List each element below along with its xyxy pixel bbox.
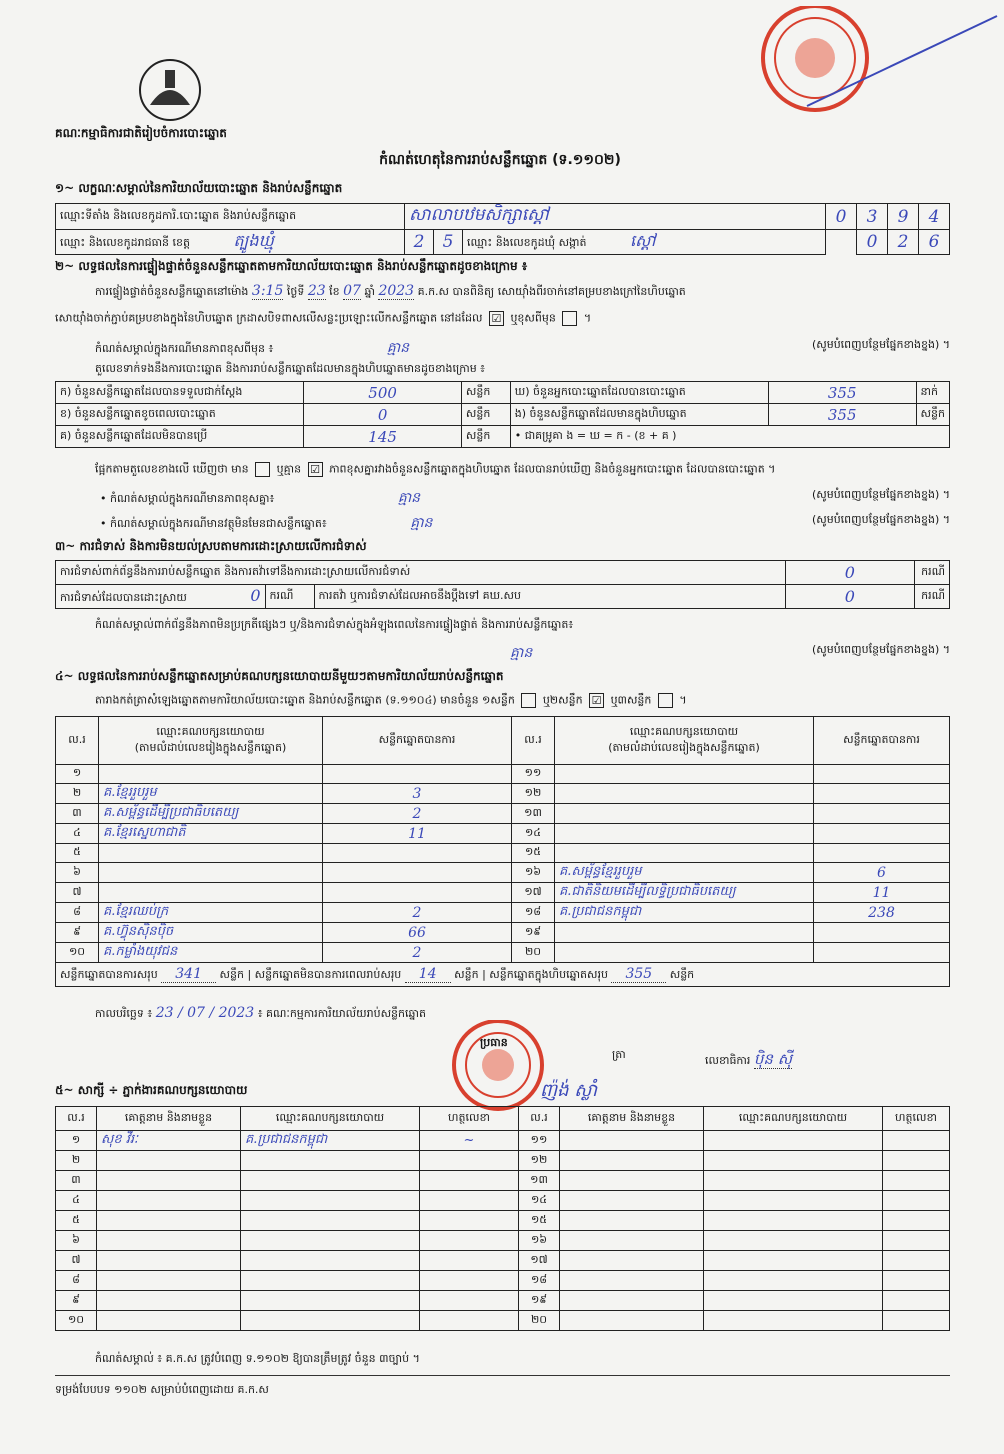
result-no: ១៩ <box>512 923 555 943</box>
commune-code-1: 0 <box>857 230 888 255</box>
result-votes <box>323 863 512 883</box>
w-col-party-left: ឈ្មោះគណបក្សនយោបាយ <box>241 1107 420 1131</box>
verify-year: 2023 <box>378 283 415 299</box>
col-votes-right: សន្លឹកឆ្នោតបានការ <box>814 717 950 765</box>
result-party: គ.សម្ព័ន្ធខ្មែររួបរួម <box>555 863 814 883</box>
appeal-label: ការតវ៉ា ឬការជំទាស់ដែលអាចនឹងប្ដឹងទៅ គឃ.សប <box>314 585 785 609</box>
section1-table <box>55 203 950 255</box>
result-party: គ.ខ្មែរស្នេហាជាតិ <box>99 824 323 844</box>
two-sheets-checkbox[interactable]: ☑ <box>589 693 604 708</box>
witness-party <box>704 1311 883 1331</box>
witness-row <box>56 1171 950 1191</box>
result-votes <box>323 844 512 863</box>
result-no: ៨ <box>56 903 99 923</box>
witness-sign <box>420 1291 519 1311</box>
result-votes <box>323 765 512 784</box>
witness-sign <box>883 1131 950 1151</box>
kha-label: ខ) ចំនួនសន្លឹកឆ្នោតខូចពេលបោះឆ្នោត <box>56 404 304 426</box>
irregularity-line: គ្មាន (សូមបំពេញបន្ថែមផ្នែកខាងខ្នង) ។ <box>510 643 950 661</box>
w-col-name-right: គោត្តនាម និងនាមខ្លួន <box>560 1107 704 1131</box>
result-no: ១៧ <box>512 883 555 903</box>
result-party: គ.សម្ព័ន្ធដើម្បីប្រជាធិបតេយ្យ <box>99 804 323 824</box>
ko-value: 145 <box>304 426 462 448</box>
secretary-line: លេខាធិការ ប៉ិន ស៊ី <box>705 1050 792 1068</box>
witness-no: ១៩ <box>519 1291 560 1311</box>
witness-party <box>704 1231 883 1251</box>
witness-no: ១៨ <box>519 1271 560 1291</box>
compare-line: ផ្អែកតាមតួលេខខាងលើ ឃើញថា មាន ឬគ្មាន ☑ ភាពខុសគ្នារវាងចំនួនសន្លឹកឆ្នោតក្នុងហិបឆ្នោត ដែលបានរាប់ឃើញ និងចំនួនអ្នកបោះឆ្នោត ដែលបានបោះឆ្នោត ។ <box>95 462 776 476</box>
section5-title: ៥~ សាក្សី ÷ ភ្នាក់ងារគណបក្សនយោបាយ <box>55 1083 248 1097</box>
result-no: ៩ <box>56 923 99 943</box>
witness-no: ៩ <box>56 1291 97 1311</box>
witness-party <box>241 1291 420 1311</box>
results-row <box>56 863 950 883</box>
w-col-sign-left: ហត្ថលេខា <box>420 1107 519 1131</box>
witness-row <box>56 1211 950 1231</box>
witness-sign <box>883 1171 950 1191</box>
witness-party <box>704 1131 883 1151</box>
location-code-3: 9 <box>888 204 919 230</box>
witness-no: ៧ <box>56 1251 97 1271</box>
has-difference-checkbox[interactable] <box>255 462 270 477</box>
results-row <box>56 824 950 844</box>
date-line: កាលបរិច្ឆេទ ៖ 23 / 07 / 2023 ៖ គណៈកម្មការការិយាល័យរាប់សន្លឹកឆ្នោត <box>95 1005 426 1021</box>
result-no: ១៣ <box>512 804 555 824</box>
bullet1-line: • កំណត់សម្គាល់ក្នុងករណីមានភាពខុសគ្នា៖ គ្មាន (សូមបំពេញបន្ថែមផ្នែកខាងខ្នង) ។ <box>100 488 950 506</box>
witness-no: ៦ <box>56 1231 97 1251</box>
result-party <box>99 883 323 903</box>
sheets-line: តារាងកត់ត្រាសំឡេងឆ្នោតតាមការិយាល័យបោះឆ្នោត និងរាប់សន្លឹកឆ្នោត (ទ.១១០៤) មានចំនួន ១សន្លឹក ឬ២សន្លឹក ☑ ឬ៣សន្លឹក ។ <box>95 693 687 707</box>
ngo-unit: សន្លឹក <box>916 404 949 426</box>
figures-table <box>55 381 950 448</box>
official-stamp-top <box>752 6 1002 116</box>
result-votes: 2 <box>323 943 512 963</box>
witness-name <box>560 1271 704 1291</box>
result-party: គ.ប្រជាជនកម្ពុជា <box>555 903 814 923</box>
witness-no: ៣ <box>56 1171 97 1191</box>
verification-line-1: ការផ្ទៀងផ្ទាត់ចំនួនសន្លឹកឆ្នោតនៅម៉ោង 3:15 ថ្ងៃទី 23 ខែ 07 ឆ្នាំ 2023 គ.ក.ស បានពិនិត្យ សោយ៉ាំងពីរចាក់នៅគម្របខាងក្រៅនៃហិបឆ្នោត <box>95 283 686 299</box>
result-no: ៦ <box>56 863 99 883</box>
witness-sign <box>883 1191 950 1211</box>
witness-no: ១៥ <box>519 1211 560 1231</box>
w-col-name-left: គោត្តនាម និងនាមខ្លួន <box>97 1107 241 1131</box>
president-label: ប្រធាន <box>480 1036 508 1049</box>
witness-party <box>704 1171 883 1191</box>
result-no: ១៥ <box>512 844 555 863</box>
results-row <box>56 844 950 863</box>
w-col-sign-right: ហត្ថលេខា <box>883 1107 950 1131</box>
result-votes <box>323 883 512 903</box>
resolved-value: 0 <box>250 586 261 605</box>
province-code-2: 5 <box>434 230 463 255</box>
w-col-no-right: ល.រ <box>519 1107 560 1131</box>
result-no: ១២ <box>512 784 555 804</box>
witness-no: ១៦ <box>519 1231 560 1251</box>
results-row <box>56 943 950 963</box>
result-party <box>555 923 814 943</box>
section3-title: ៣~ ការជំទាស់ និងការមិនយល់ស្របតាមការដោះស្រាយលើការជំទាស់ <box>55 539 367 553</box>
objection-value: 0 <box>785 561 914 585</box>
witness-party <box>241 1271 420 1291</box>
witness-party <box>704 1271 883 1291</box>
results-row <box>56 765 950 784</box>
sign-mark: ត្រា <box>612 1048 626 1061</box>
location-value: សាលាបឋមសិក្សាស្ដៅ <box>405 204 826 230</box>
witness-party <box>241 1311 420 1331</box>
verification-line-2: សោយ៉ាំងចាក់ភ្ជាប់គម្របខាងក្នុងនៃហិបឆ្នោត ក្រដាសបិទពាសលើសន្លះប្រឡោះលើកសន្លឹកឆ្នោត នៅដដែល ☑ ឬខុសពីមុន ។ <box>55 311 592 325</box>
witness-sign <box>420 1271 519 1291</box>
result-votes: 3 <box>323 784 512 804</box>
w-col-party-right: ឈ្មោះគណបក្សនយោបាយ <box>704 1107 883 1131</box>
commune-code-3: 6 <box>919 230 950 255</box>
formula: • ជាគម្រូគា ង = ឃ = ក - (ខ + គ ) <box>510 426 949 448</box>
witness-sign <box>883 1151 950 1171</box>
witness-name <box>97 1231 241 1251</box>
witness-row <box>56 1151 950 1171</box>
w-col-no-left: ល.រ <box>56 1107 97 1131</box>
same-checkbox[interactable]: ☑ <box>489 311 504 326</box>
date-value: 23 / 07 / 2023 <box>155 1005 255 1021</box>
witness-sign <box>420 1151 519 1171</box>
result-party <box>555 844 814 863</box>
result-no: ១១ <box>512 765 555 784</box>
province-value: ត្បូងឃ្មុំ <box>233 231 274 250</box>
resolved-label: ការជំទាស់ដែលបានដោះស្រាយ 0 <box>56 585 266 609</box>
ka-value: 500 <box>304 382 462 404</box>
verify-month: 07 <box>343 283 361 299</box>
figures-intro: តួលេខទាក់ទងនឹងការបោះឆ្នោត និងការរាប់សន្លឹកឆ្នោតដែលមានក្នុងហិបឆ្នោតមានដូចខាងក្រោម ៖ <box>95 362 486 375</box>
witness-no: ១៤ <box>519 1191 560 1211</box>
witness-row <box>56 1131 950 1151</box>
result-party <box>555 804 814 824</box>
objection-unit: ករណី <box>914 561 949 585</box>
witness-no: ១០ <box>56 1311 97 1331</box>
ka-unit: សន្លឹក <box>461 382 510 404</box>
witness-party <box>241 1151 420 1171</box>
witness-name <box>560 1251 704 1271</box>
witness-name <box>97 1171 241 1191</box>
witness-sign: ~ <box>420 1131 519 1151</box>
result-votes <box>814 943 950 963</box>
section4-title: ៤~ លទ្ធផលនៃការរាប់សន្លឹកឆ្នោតសម្រាប់គណបក្សនយោបាយនីមួយៗតាមការិយាល័យរាប់សន្លឹកឆ្នោត <box>55 669 504 683</box>
irregularity-note: កំណត់សម្គាល់ពាក់ព័ន្ធនឹងភាពមិនប្រក្រតីផ្សេងៗ ឬ/និងការជំទាស់ក្នុងអំឡុងពេលនៃការផ្ទៀងផ្ទាត់ និងការរាប់សន្លឹកឆ្នោត៖ <box>95 618 574 631</box>
witness-sign <box>883 1251 950 1271</box>
result-votes <box>814 784 950 804</box>
witness-party <box>704 1191 883 1211</box>
ngo-value: 355 <box>768 404 916 426</box>
results-table <box>55 716 950 987</box>
witness-sign <box>420 1171 519 1191</box>
witness-row <box>56 1291 950 1311</box>
result-no: ១ <box>56 765 99 784</box>
commune-label: ឈ្មោះ និងលេខកូដឃុំ សង្កាត់ ស្ដៅ <box>463 230 826 255</box>
witness-sign <box>420 1311 519 1331</box>
result-party: គ.ហ៊្វុនស៊ិនប៉ិច <box>99 923 323 943</box>
witness-party <box>704 1211 883 1231</box>
witness-sign <box>883 1291 950 1311</box>
result-votes <box>814 765 950 784</box>
one-sheet-checkbox[interactable] <box>521 693 536 708</box>
note1-value: គ្មាន <box>386 340 410 356</box>
witness-sign <box>883 1271 950 1291</box>
result-votes: 2 <box>323 804 512 824</box>
appeal-unit: ករណី <box>914 585 949 609</box>
result-votes: 238 <box>814 903 950 923</box>
result-party <box>555 943 814 963</box>
witness-no: ៥ <box>56 1211 97 1231</box>
witness-name <box>560 1231 704 1251</box>
president-signature: ញ៉ង់ ស្លាំ <box>540 1080 598 1101</box>
objection-label: ការជំទាស់ពាក់ព័ន្ធនឹងការរាប់សន្លឹកឆ្នោត និងការតវ៉ាទៅនឹងការដោះស្រាយលើការជំទាស់ <box>56 561 786 585</box>
witness-sign <box>883 1311 950 1331</box>
secretary-signature: ប៉ិន ស៊ី <box>753 1050 792 1068</box>
witness-party <box>704 1291 883 1311</box>
ko-label: គ) ចំនួនសន្លឹកឆ្នោតដែលមិនបានប្រើ <box>56 426 304 448</box>
result-party <box>555 824 814 844</box>
result-no: ១៦ <box>512 863 555 883</box>
results-row <box>56 883 950 903</box>
witness-sign <box>420 1211 519 1231</box>
witness-no: ២០ <box>519 1311 560 1331</box>
result-votes: 11 <box>814 883 950 903</box>
verify-time: 3:15 <box>251 283 284 299</box>
result-votes <box>814 844 950 863</box>
results-row <box>56 923 950 943</box>
result-votes: 2 <box>323 903 512 923</box>
note1-line: កំណត់សម្គាល់ក្នុងករណីមានភាពខុសពីមុន ៖ គ្មាន (សូមបំពេញបន្ថែមផ្នែកខាងខ្នង) ។ <box>95 338 950 356</box>
result-votes <box>814 804 950 824</box>
result-no: ៥ <box>56 844 99 863</box>
three-sheets-checkbox[interactable] <box>658 693 673 708</box>
verify-day: 23 <box>307 283 326 299</box>
witness-party <box>241 1211 420 1231</box>
irregularity-value: គ្មាន <box>510 645 533 661</box>
witness-name <box>560 1211 704 1231</box>
result-votes: 66 <box>323 923 512 943</box>
witness-name <box>560 1151 704 1171</box>
total-valid: 341 <box>161 966 216 983</box>
kha-unit: សន្លឹក <box>461 404 510 426</box>
witness-row <box>56 1271 950 1291</box>
witness-no: ២ <box>56 1151 97 1171</box>
witness-name <box>560 1311 704 1331</box>
witness-name <box>97 1271 241 1291</box>
witness-party <box>241 1171 420 1191</box>
result-votes: 6 <box>814 863 950 883</box>
committee-name: គណៈកម្មាធិការជាតិរៀបចំការបោះឆ្នោត <box>55 126 227 140</box>
results-totals: សន្លឹកឆ្នោតបានការសរុប 341 សន្លឹក | សន្លឹកឆ្នោតមិនបានការពេលរាប់សរុប 14 សន្លឹក | សន្លឹកឆ្នោតក្នុងហិបឆ្នោតសរុប 355 សន្លឹក <box>56 963 950 987</box>
location-code-2: 3 <box>857 204 888 230</box>
result-party <box>99 844 323 863</box>
kha-value: 0 <box>304 404 462 426</box>
col-no-left: ល.រ <box>56 717 99 765</box>
result-no: ៣ <box>56 804 99 824</box>
resolved-unit: ករណី <box>265 585 314 609</box>
witness-sign <box>420 1231 519 1251</box>
form-title: កំណត់ហេតុនៃការរាប់សន្លឹកឆ្នោត (ទ.១១០២) <box>379 152 621 168</box>
witness-name <box>560 1171 704 1191</box>
witness-no: ៤ <box>56 1191 97 1211</box>
witness-name <box>97 1311 241 1331</box>
objections-table <box>55 560 950 609</box>
witness-name <box>97 1291 241 1311</box>
result-party: គ.កម្លាំងយុវជន <box>99 943 323 963</box>
result-party <box>99 765 323 784</box>
result-votes: 11 <box>323 824 512 844</box>
commune-code-2: 2 <box>888 230 919 255</box>
result-party: គ.ខ្មែររួបរួម <box>99 784 323 804</box>
witness-row <box>56 1231 950 1251</box>
witness-name <box>97 1191 241 1211</box>
witness-name <box>97 1151 241 1171</box>
col-votes-left: សន្លឹកឆ្នោតបានការ <box>323 717 512 765</box>
result-party <box>99 863 323 883</box>
location-code-1: 0 <box>826 204 857 230</box>
witness-no: ៨ <box>56 1271 97 1291</box>
ko-unit: សន្លឹក <box>461 426 510 448</box>
witness-no: ១៣ <box>519 1171 560 1191</box>
witness-no: ១១ <box>519 1131 560 1151</box>
col-no-right: ល.រ <box>512 717 555 765</box>
section1-title: ១~ លក្ខណៈសម្គាល់នៃការិយាល័យបោះឆ្នោត និងរាប់សន្លឹកឆ្នោត <box>55 181 343 195</box>
witness-name <box>560 1131 704 1151</box>
witness-row <box>56 1251 950 1271</box>
province-label: ឈ្មោះ និងលេខកូដរាជធានី ខេត្ត ត្បូងឃ្មុំ <box>56 230 405 255</box>
witness-party <box>704 1251 883 1271</box>
result-no: ១០ <box>56 943 99 963</box>
witness-sign <box>883 1231 950 1251</box>
witness-party <box>241 1191 420 1211</box>
results-row <box>56 804 950 824</box>
witness-party <box>704 1151 883 1171</box>
gho-value: 355 <box>768 382 916 404</box>
witness-table <box>55 1106 950 1331</box>
col-party-left: ឈ្មោះគណបក្សនយោបាយ (តាមលំដាប់លេខរៀងក្នុងសន្លឹកឆ្នោត) <box>99 717 323 765</box>
witness-sign <box>420 1191 519 1211</box>
result-party: គ.ជាតិនិយមដើម្បីលទ្ធិប្រជាធិបតេយ្យ <box>555 883 814 903</box>
result-no: ២ <box>56 784 99 804</box>
footer-note: កំណត់សម្គាល់ ៖ គ.ក.ស ត្រូវបំពេញ ទ.១១០២ ឱ្យបានត្រឹមត្រូវ ចំនួន ៣ច្បាប់ ។ <box>95 1352 420 1365</box>
result-no: ១៨ <box>512 903 555 923</box>
witness-name <box>560 1291 704 1311</box>
different-checkbox[interactable] <box>562 311 577 326</box>
results-row <box>56 903 950 923</box>
witness-sign <box>883 1211 950 1231</box>
location-code-4: 4 <box>919 204 950 230</box>
witness-no: ១៧ <box>519 1251 560 1271</box>
result-votes <box>814 824 950 844</box>
commune-value: ស្ដៅ <box>630 231 656 250</box>
no-difference-checkbox[interactable]: ☑ <box>308 462 323 477</box>
witness-name: សុខ វីរៈ <box>97 1131 241 1151</box>
witness-no: ១២ <box>519 1151 560 1171</box>
form-code: ទម្រង់បែបបទ ១១០២ សម្រាប់បំពេញដោយ គ.ក.ស <box>55 1383 269 1396</box>
witness-name <box>97 1251 241 1271</box>
section2-title: ២~ លទ្ធផលនៃការផ្ទៀងផ្ទាត់ចំនួនសន្លឹកឆ្នោតតាមការិយាល័យបោះឆ្នោត និងរាប់សន្លឹកឆ្នោតដូចខាងក្រោម ៖ <box>55 259 528 273</box>
location-label: ឈ្មោះទីតាំង និងលេខកូដការិ.បោះឆ្នោត និងរាប់សន្លឹកឆ្នោត <box>56 204 405 230</box>
result-no: ២០ <box>512 943 555 963</box>
bullet1-value: គ្មាន <box>397 490 421 506</box>
result-no: ៧ <box>56 883 99 903</box>
witness-row <box>56 1311 950 1331</box>
result-party <box>555 765 814 784</box>
result-no: ១៤ <box>512 824 555 844</box>
witness-name <box>560 1191 704 1211</box>
gho-unit: នាក់ <box>916 382 949 404</box>
ka-label: ក) ចំនួនសន្លឹកឆ្នោតដែលបានទទួលជាក់ស្តែង <box>56 382 304 404</box>
province-code-1: 2 <box>405 230 434 255</box>
total-invalid: 14 <box>405 966 451 983</box>
total-box: 355 <box>611 966 666 983</box>
result-votes <box>814 923 950 943</box>
bullet2-value: គ្មាន <box>410 515 433 531</box>
result-party <box>555 784 814 804</box>
appeal-value: 0 <box>785 585 914 609</box>
col-party-right: ឈ្មោះគណបក្សនយោបាយ (តាមលំដាប់លេខរៀងក្នុងសន្លឹកឆ្នោត) <box>555 717 814 765</box>
bullet2-line: • កំណត់សម្គាល់ក្នុងករណីមានវត្ថុមិនមែនជាសន្លឹកឆ្នោត៖ គ្មាន (សូមបំពេញបន្ថែមផ្នែកខាងខ្នង) ។ <box>100 513 950 531</box>
witness-party <box>241 1251 420 1271</box>
witness-sign <box>420 1251 519 1271</box>
national-emblem-logo <box>135 55 205 125</box>
witness-no: ១ <box>56 1131 97 1151</box>
results-row <box>56 784 950 804</box>
witness-party: គ.ប្រជាជនកម្ពុជា <box>241 1131 420 1151</box>
result-no: ៤ <box>56 824 99 844</box>
witness-name <box>97 1211 241 1231</box>
witness-row <box>56 1191 950 1211</box>
witness-party <box>241 1231 420 1251</box>
gho-label: ឃ) ចំនួនអ្នកបោះឆ្នោតដែលបានបោះឆ្នោត <box>510 382 768 404</box>
result-party: គ.ខ្មែរឈប់ក្រ <box>99 903 323 923</box>
ngo-label: ង) ចំនួនសន្លឹកឆ្នោតដែលមានក្នុងហិបឆ្នោត <box>510 404 768 426</box>
